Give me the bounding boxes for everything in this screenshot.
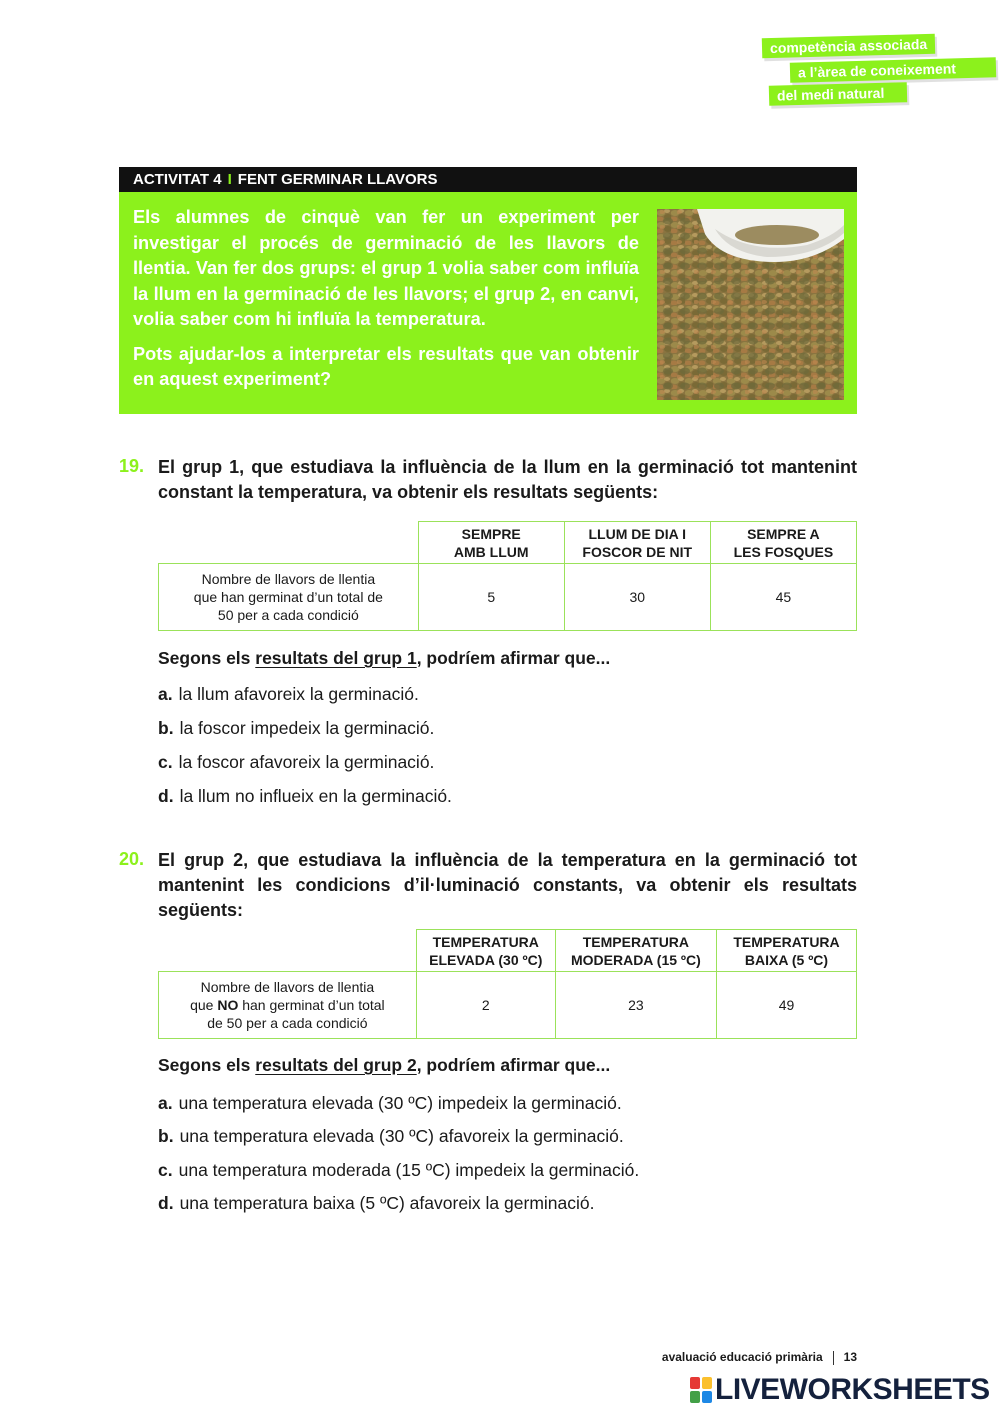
q20-value-3: 49 (717, 972, 857, 1039)
activity-header (119, 167, 857, 192)
q20-header-2: TEMPERATURA MODERADA (15 ºC) (555, 930, 716, 972)
q19-text: El grup 1, que estudiava la influència de la llum en la germinació tot mantenint constant la temperatura, va obtenir els resultats següents: (158, 457, 857, 502)
q20-option-d[interactable]: d. una temperatura baixa (5 ºC) afavoreix la germinació. (158, 1193, 595, 1213)
q20-option-c[interactable]: c. una temperatura moderada (15 ºC) impedeix la germinació. (158, 1160, 640, 1180)
competency-tag-2: a l’àrea de coneixement (790, 57, 996, 82)
intro-paragraph-2: Pots ajudar-los a interpretar els resultats que van obtenir en aquest experiment? (133, 343, 639, 389)
activity-title: FENT GERMINAR LLAVORS (237, 171, 438, 188)
activity-intro (133, 205, 639, 402)
q20-prompt: Segons els resultats del grup 2, podríem afirmar que... (158, 1055, 611, 1075)
intro-paragraph-1: Els alumnes de cinquè van fer un experiment per investigar el procés de germinació de les llavors de llentia. Van fer dos grups: el grup 1 volia saber com influïa la llum en la germinació de les llavors; el grup 2, en canvi, volia saber com hi influïa la temperatura. (133, 207, 639, 329)
page-footer (662, 1350, 857, 1365)
q19-header-3: SEMPRE A LES FOSQUES (710, 522, 856, 564)
q19-option-c[interactable]: c. la foscor afavoreix la germinació. (158, 752, 435, 772)
q19-value-2: 30 (564, 564, 710, 631)
q20-value-2: 23 (555, 972, 716, 1039)
activity-intro-box (119, 192, 857, 414)
q19-table (158, 521, 857, 631)
competency-tag-1: competència associada (762, 34, 936, 59)
q20-table (158, 929, 857, 1039)
q19-value-1: 5 (418, 564, 564, 631)
q20-option-b[interactable]: b. una temperatura elevada (30 ºC) afavoreix la germinació. (158, 1126, 624, 1146)
q19-prompt: Segons els resultats del grup 1, podríem afirmar que... (158, 648, 611, 668)
q20-prompt-underlined: resultats del grup 2 (255, 1055, 417, 1075)
q19-header-1: SEMPRE AMB LLUM (418, 522, 564, 564)
q20-text: El grup 2, que estudiava la influència de la temperatura en la germinació tot mantenint les condicions d’il·luminació constants, va obtenir els resultats següents: (158, 850, 857, 920)
q20-option-a[interactable]: a. una temperatura elevada (30 ºC) impedeix la germinació. (158, 1093, 622, 1113)
competency-tag-3: del medi natural (769, 82, 907, 106)
activity-separator: I (227, 171, 232, 188)
liveworksheets-wordmark: LIVEWORKSHEETS (715, 1373, 990, 1406)
q20-row-label: Nombre de llavors de llentia que NO han germinat d’un total de 50 per a cada condició (159, 972, 417, 1039)
footer-text: avaluació educació primària (661, 1350, 823, 1364)
q19-header-2: LLUM DE DIA I FOSCOR DE NIT (564, 522, 710, 564)
q19-number: 19. (119, 456, 145, 476)
activity-number: ACTIVITAT 4 (133, 171, 222, 188)
liveworksheets-logo[interactable] (690, 1373, 990, 1407)
q20-header-3: TEMPERATURA BAIXA (5 ºC) (717, 930, 857, 972)
page-number: 13 (843, 1350, 857, 1364)
liveworksheets-icon (690, 1377, 712, 1403)
q19-option-a[interactable]: a. la llum afavoreix la germinació. (158, 684, 419, 704)
q20-number: 20. (119, 849, 145, 869)
q19-option-d[interactable]: d. la llum no influeix en la germinació. (158, 786, 452, 806)
q19-value-3: 45 (710, 564, 856, 631)
q19-row-label: Nombre de llavors de llentia que han germinat d’un total de 50 per a cada condició (159, 564, 419, 631)
q20-header-1: TEMPERATURA ELEVADA (30 ºC) (416, 930, 555, 972)
q20-value-1: 2 (416, 972, 555, 1039)
lentils-photo (657, 209, 844, 400)
q19-option-b[interactable]: b. la foscor impedeix la germinació. (158, 718, 435, 738)
q19-prompt-underlined: resultats del grup 1 (255, 648, 417, 668)
